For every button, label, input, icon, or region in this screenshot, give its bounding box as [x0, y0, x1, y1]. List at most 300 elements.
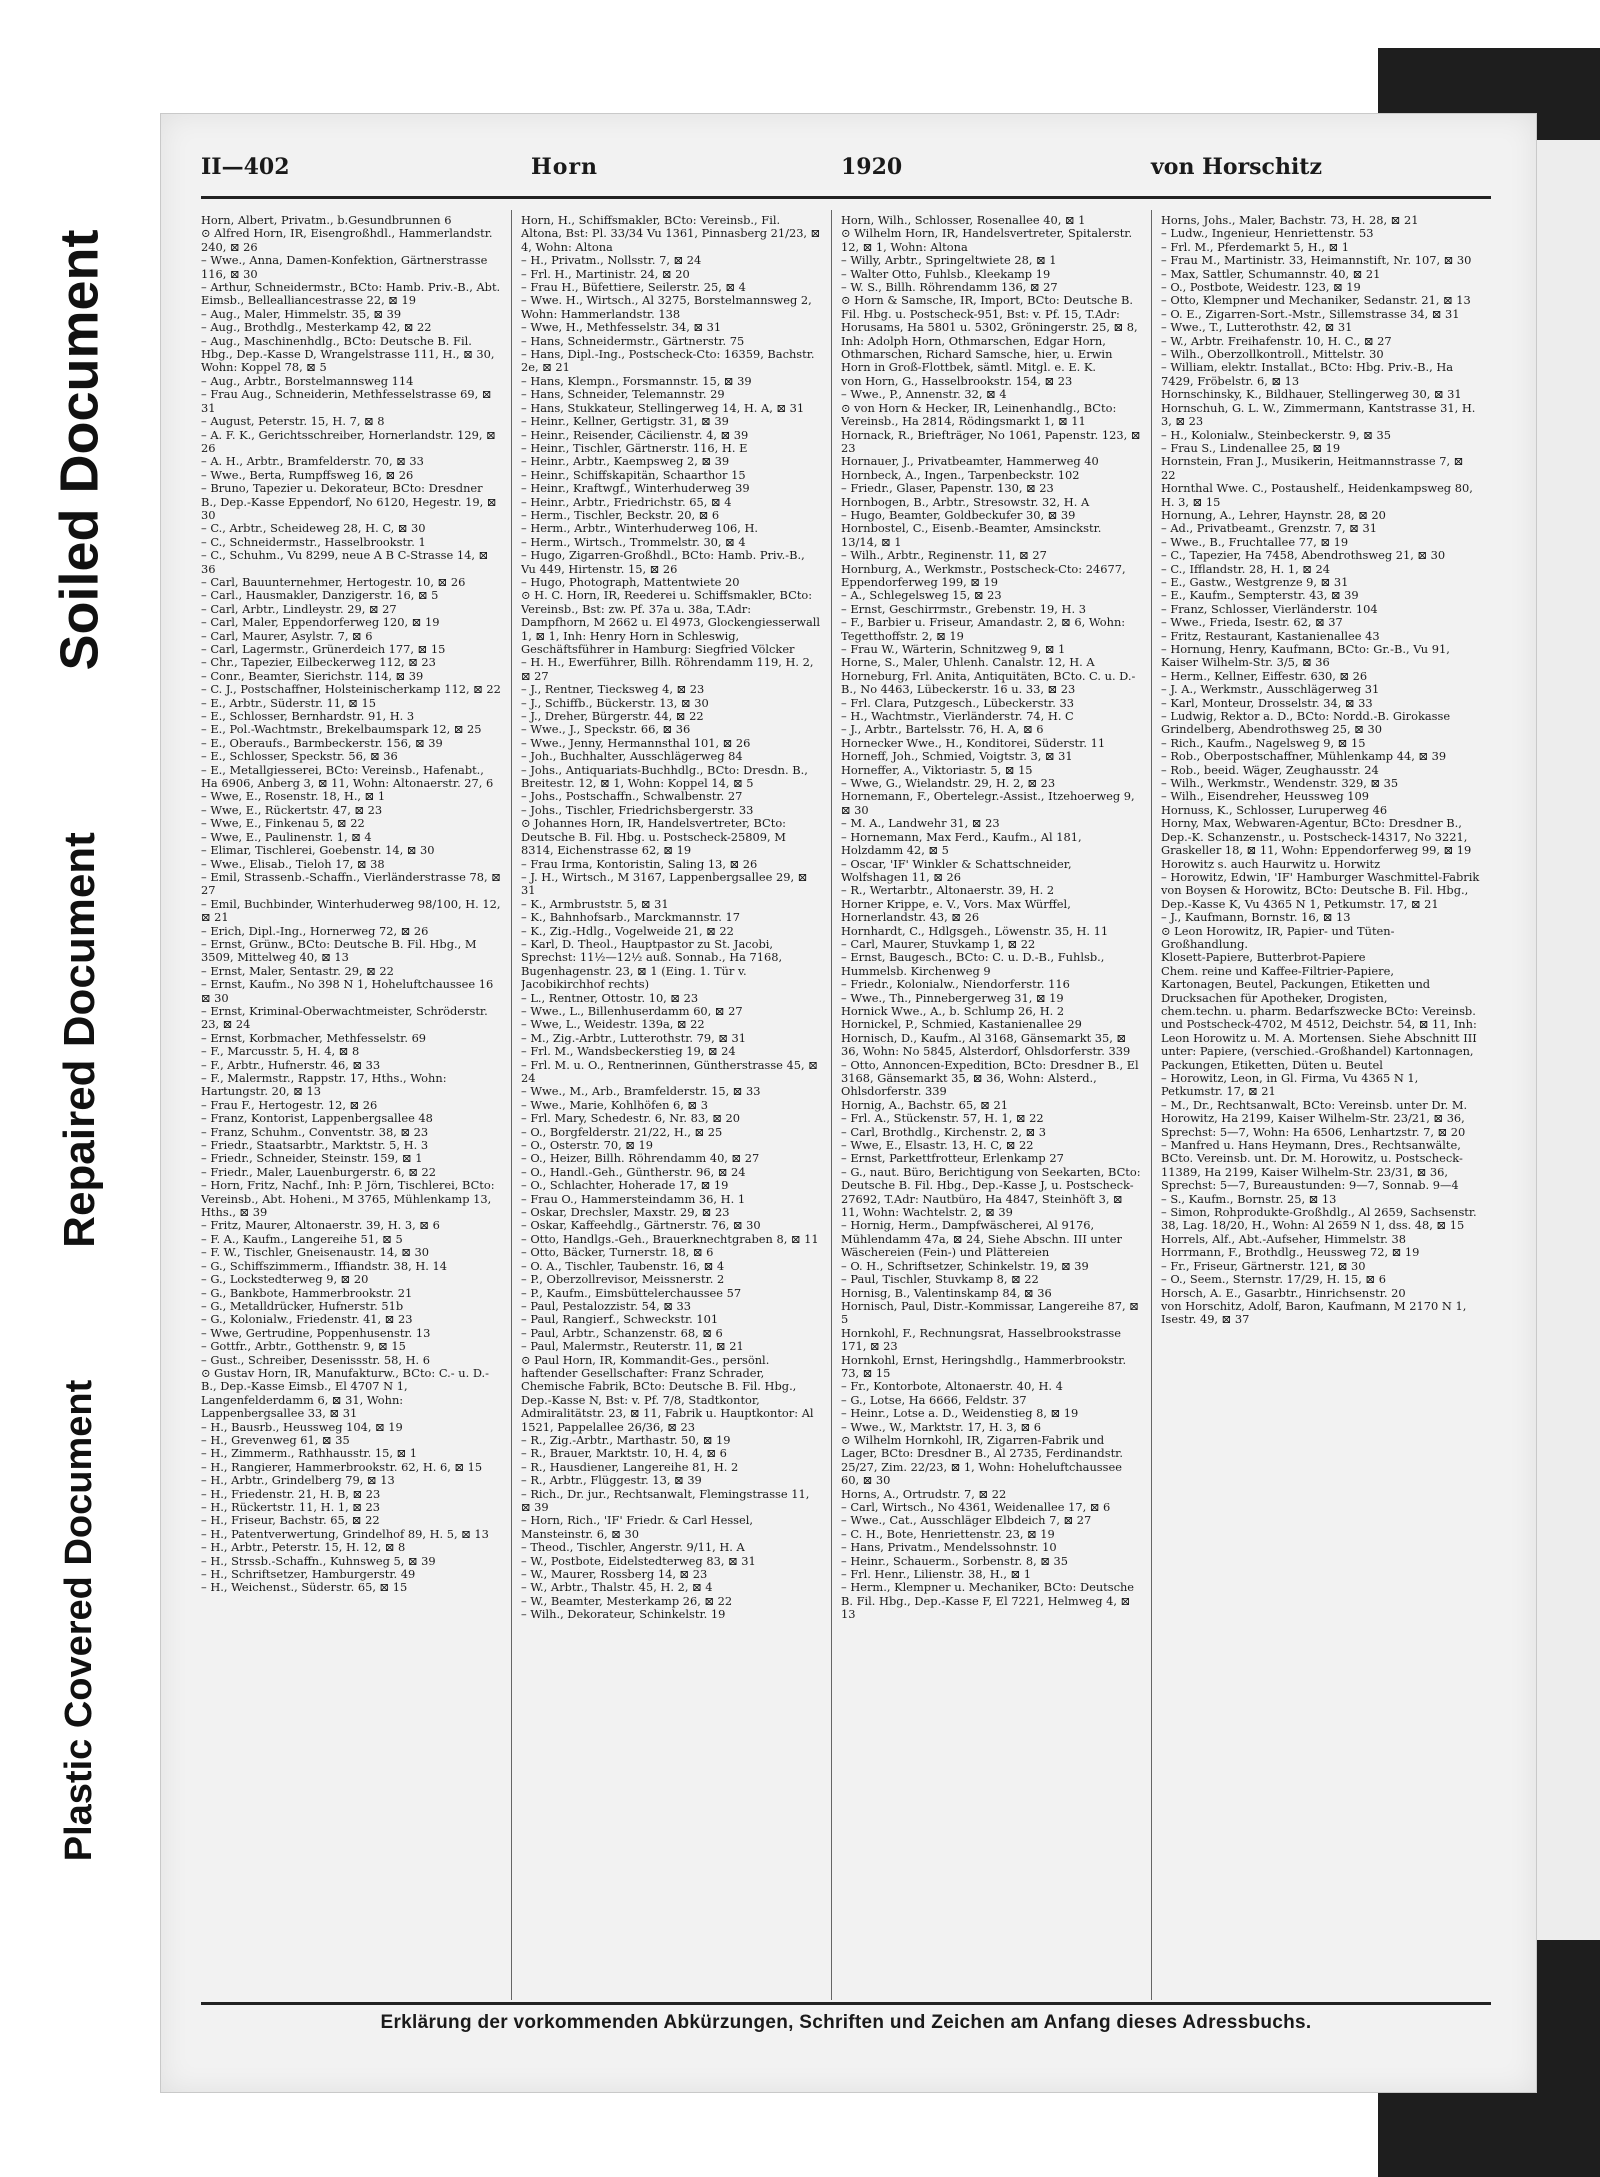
directory-entry: – F., Malermstr., Rappstr. 17, Hths., Wohn: Hartungstr. 20, ⊠ 13: [201, 1071, 447, 1099]
directory-entry: – F. A., Kaufm., Langereihe 51, ⊠ 5: [201, 1231, 403, 1246]
directory-entry: – W., Postbote, Eidelstedterweg 83, ⊠ 31: [521, 1553, 756, 1568]
directory-entry: – C., Arbtr., Scheideweg 28, H. C, ⊠ 30: [201, 521, 426, 536]
directory-entry: – Frl. Henr., Lilienstr. 38, H., ⊠ 1: [841, 1567, 1031, 1582]
directory-entry: – Gust., Schreiber, Desenissstr. 58, H. 6: [201, 1352, 430, 1367]
directory-entry: – M., Dr., Rechtsanwalt, BCto: Vereinsb. unter Dr. M. Horowitz, Ha 2199, Kaiser Wilhelm-Str. 23/21, ⊠ 36, Sprechst: 5—7, Wohn: Ha 6506, Lenhartzstr. 7, ⊠ 20: [1161, 1097, 1468, 1139]
directory-entry: – Rob., beeid. Wäger, Zeughausstr. 24: [1161, 762, 1379, 777]
directory-entry: – Manfred u. Hans Heymann, Dres., Rechtsanwälte, BCto. Vereinsb. unt. Dr. M. Horowitz, u. Postscheck-11389, Ha 2199, Kaiser Wilhelm-Str. 23/31, ⊠ 36, Sprechst: 5—7, Bureaustunden: 9—7, Sonnab. 9—4: [1161, 1138, 1463, 1193]
directory-entry: – E., Gastw., Westgrenze 9, ⊠ 31: [1161, 574, 1349, 589]
directory-entry: – Frau Irma, Kontoristin, Saling 13, ⊠ 26: [521, 856, 758, 871]
directory-entry: – Carl, Brothdlg., Kirchenstr. 2, ⊠ 3: [841, 1124, 1046, 1139]
directory-entry: – Otto, Handlgs.-Geh., Brauerknechtgraben 8, ⊠ 11: [521, 1231, 819, 1246]
directory-entry: ⊙ H. C. Horn, IR, Reederei u. Schiffsmakler, BCto: Vereinsb., Bst: zw. Pf. 37a u. 38a, T.Adr: Dampfhorn, M 2662 u. El 4973, Glockengiesserwall 1, ⊠ 1, Inh: Henry Horn in Schleswig, Geschäftsführer in Hamburg: Siegfried Völcker: [521, 588, 821, 656]
directory-entry: Hornick Wwe., A., b. Schlump 26, H. 2: [841, 1003, 1065, 1018]
directory-entry: – Rich., Dr. jur., Rechtsanwalt, Flemingstrasse 11, ⊠ 39: [521, 1486, 810, 1514]
header-to-word: von Horschitz: [1151, 154, 1322, 180]
directory-entry: – O., Borgfelderstr. 21/22, H., ⊠ 25: [521, 1124, 723, 1139]
directory-entry: – R., Brauer, Marktstr. 10, H. 4, ⊠ 6: [521, 1446, 727, 1461]
directory-entry: – Fritz, Restaurant, Kastanienallee 43: [1161, 628, 1380, 643]
directory-entry: – G., Bankbote, Hammerbrookstr. 21: [201, 1285, 413, 1300]
directory-entry: – Wwe., Elisab., Tieloh 17, ⊠ 38: [201, 856, 385, 871]
directory-entry: – H., Arbtr., Grindelberg 79, ⊠ 13: [201, 1473, 395, 1488]
scanned-directory-page: [160, 113, 1537, 2093]
directory-entry: – Carl, Lagermstr., Grünerdeich 177, ⊠ 15: [201, 642, 446, 656]
directory-entry: Horrmann, F., Brothdlg., Heussweg 72, ⊠ 19: [1161, 1245, 1420, 1260]
directory-entry: – Wwe., M., Arb., Bramfelderstr. 15, ⊠ 33: [521, 1084, 761, 1099]
directory-entry: – Wwe, E., Paulinenstr. 1, ⊠ 4: [201, 829, 372, 844]
directory-entry: – O. A., Tischler, Taubenstr. 16, ⊠ 4: [521, 1258, 725, 1273]
directory-entry: – Bruno, Tapezier u. Dekorateur, BCto: Dresdner B., Dep.-Kasse Eppendorf, No 6120, Hegestr. 19, ⊠ 30: [201, 481, 497, 522]
directory-entry: – August, Peterstr. 15, H. 7, ⊠ 8: [201, 414, 385, 429]
directory-entry: – Frl. A., Stückenstr. 57, H. 1, ⊠ 22: [841, 1111, 1044, 1126]
soiled-document-label: Soiled Document: [50, 229, 111, 671]
column-divider: [831, 210, 832, 2000]
directory-entry: – Heinr., Arbtr., Friedrichstr. 65, ⊠ 4: [521, 494, 732, 509]
directory-entry: Horne, S., Maler, Uhlenh. Canalstr. 12, H. A: [841, 655, 1095, 670]
directory-entry: – Hugo, Photograph, Mattentwiete 20: [521, 574, 740, 589]
directory-entry: – Heinr., Tischler, Gärtnerstr. 116, H. E: [521, 440, 748, 455]
directory-entry: Hornstein, Fran J., Musikerin, Heitmannstrasse 7, ⊠ 22: [1161, 454, 1464, 482]
directory-entry: – Max, Sattler, Schumannstr. 40, ⊠ 21: [1161, 266, 1381, 281]
directory-entry: – P., Kaufm., Eimsbüttelerchaussee 57: [521, 1285, 742, 1300]
directory-entry: – Franz, Schuhm., Conventstr. 38, ⊠ 23: [201, 1124, 429, 1139]
directory-entry: Horner Krippe, e. V., Vors. Max Würffel, Hornerlandstr. 43, ⊠ 26: [841, 896, 1071, 925]
directory-entry: – K., Armbruststr. 5, ⊠ 31: [521, 896, 669, 911]
directory-entry: – R., Zig.-Arbtr., Marthastr. 50, ⊠ 19: [521, 1432, 731, 1447]
directory-entry: Horneffer, A., Viktoriastr. 5, ⊠ 15: [841, 762, 1033, 777]
directory-entry: – Paul, Pestalozzistr. 54, ⊠ 33: [521, 1298, 691, 1313]
directory-entry: Horrels, Alf., Abt.-Aufseher, Himmelstr. 38: [1161, 1231, 1407, 1246]
directory-entry: – H., Weichenst., Süderstr. 65, ⊠ 15: [201, 1580, 408, 1595]
directory-entry: – C., Tapezier, Ha 7458, Abendrothsweg 21, ⊠ 30: [1161, 548, 1446, 563]
directory-entry: – Wilh., Eisendreher, Heussweg 109: [1161, 789, 1370, 804]
directory-entry: – G., Lockstedterweg 9, ⊠ 20: [201, 1272, 369, 1287]
directory-entry: – Wilh., Oberzollkontroll., Mittelstr. 30: [1161, 347, 1384, 362]
directory-entry: – Otto, Annoncen-Expedition, BCto: Dresdner B., El 3168, Gänsemarkt 35, ⊠ 36, Wohn: Alsterd., Ohlsdorferstr. 339: [841, 1057, 1139, 1099]
directory-entry: – Hans, Klempn., Forsmannstr. 15, ⊠ 39: [521, 373, 752, 388]
directory-entry: Horn, H., Schiffsmakler, BCto: Vereinsb., Fil. Altona, Bst: Pl. 33/34 Vu 1361, Pinnasberg 21/23, ⊠ 4, Wohn: Altona: [521, 214, 821, 254]
directory-entry: Klosett-Papiere, Butterbrot-Papiere: [1161, 950, 1366, 965]
directory-entry: Hornauer, J., Privatbeamter, Hammerweg 40: [841, 454, 1099, 469]
directory-entry: – Wwe, E., Finkenau 5, ⊠ 22: [201, 816, 365, 831]
directory-entry: – W., Maurer, Rossberg 14, ⊠ 23: [521, 1567, 708, 1582]
directory-entry: – Wwe., P., Annenstr. 32, ⊠ 4: [841, 387, 1007, 402]
directory-entry: – Oskar, Kaffeehdlg., Gärtnerstr. 76, ⊠ 30: [521, 1218, 761, 1233]
directory-entry: von Horschitz, Adolf, Baron, Kaufmann, M 2170 N 1, Isestr. 49, ⊠ 37: [1161, 1298, 1467, 1327]
directory-entry: – Heinr., Kellner, Gertigstr. 31, ⊠ 39: [521, 414, 729, 429]
directory-entry: – Heinr., Kraftwgf., Winterhuderweg 39: [521, 481, 750, 496]
directory-entry: – Wilh., Arbtr., Reginenstr. 11, ⊠ 27: [841, 548, 1047, 563]
directory-entry: – Wwe, H., Methfesselstr. 34, ⊠ 31: [521, 320, 722, 335]
directory-entry: – F., Marcusstr. 5, H. 4, ⊠ 8: [201, 1044, 360, 1059]
directory-entry: Hornkohl, F., Rechnungsrat, Hasselbrookstrasse 171, ⊠ 23: [841, 1325, 1122, 1354]
directory-entry: – Walter Otto, Fuhlsb., Kleekamp 19: [841, 266, 1051, 281]
directory-entry: Hornuss, K., Schlosser, Luruperweg 46: [1161, 802, 1388, 817]
directory-entry: Horn, Albert, Privatm., b.Gesundbrunnen 6: [201, 214, 452, 227]
directory-entry: Horneff, Joh., Schmied, Voigtstr. 3, ⊠ 31: [841, 749, 1073, 764]
directory-entry: – W., Arbtr. Freihafenstr. 10, H. C., ⊠ 27: [1161, 333, 1392, 348]
directory-entry: – Ernst, Korbmacher, Methfesselstr. 69: [201, 1030, 427, 1045]
directory-entry: – Hans, Stukkateur, Stellingerweg 14, H. A, ⊠ 31: [521, 400, 805, 415]
directory-entry: Horneburg, Frl. Anita, Antiquitäten, BCto. C. u. D.-B., No 4463, Lübeckerstr. 16 u. 33, ⊠ 23: [841, 668, 1136, 697]
directory-entry: – M. A., Landwehr 31, ⊠ 23: [841, 816, 1000, 831]
directory-entry: – O., Postbote, Weidestr. 123, ⊠ 19: [1161, 280, 1361, 295]
directory-entry: – Friedr., Glaser, Papenstr. 130, ⊠ 23: [841, 481, 1054, 496]
directory-entry: – H., Zimmerm., Rathhausstr. 15, ⊠ 1: [201, 1446, 417, 1461]
directory-entry: – Carl, Bauunternehmer, Hertogestr. 10, ⊠ 26: [201, 574, 466, 589]
directory-entry: ⊙ von Horn & Hecker, IR, Leinenhandlg., BCto: Vereinsb., Ha 2814, Rödingsmarkt 1, ⊠ 11: [841, 400, 1117, 429]
directory-entry: – Elimar, Tischlerei, Goebenstr. 14, ⊠ 30: [201, 843, 435, 858]
directory-entry: – Frl. H., Martinistr. 24, ⊠ 20: [521, 266, 690, 281]
directory-entry: – H., Rangierer, Hammerbrookstr. 62, H. 6, ⊠ 15: [201, 1459, 483, 1474]
directory-entry: – O., Heizer, Billh. Röhrendamm 40, ⊠ 27: [521, 1151, 760, 1166]
directory-entry: – Joh., Buchhalter, Ausschlägerweg 84: [521, 749, 743, 764]
directory-entry: – Karl, Monteur, Drosselstr. 34, ⊠ 33: [1161, 695, 1373, 710]
directory-entry: Hornbostel, C., Eisenb.-Beamter, Amsinckstr. 13/14, ⊠ 1: [841, 521, 1102, 549]
directory-entry: – H., Patentverwertung, Grindelhof 89, H. 5, ⊠ 13: [201, 1526, 489, 1541]
directory-entry: – G., Lotse, Ha 6666, Feldstr. 37: [841, 1392, 1027, 1407]
directory-entry: Hornack, R., Briefträger, No 1061, Papenstr. 123, ⊠ 23: [841, 427, 1141, 455]
directory-entry: Horns, Johs., Maler, Bachstr. 73, H. 28, ⊠ 21: [1161, 214, 1419, 227]
directory-column-3: [841, 214, 1141, 1994]
directory-entry: – Wilh., Werkmstr., Wendenstr. 329, ⊠ 35: [1161, 776, 1399, 791]
directory-entry: Hornbogen, B., Arbtr., Stresowstr. 32, H. A: [841, 494, 1090, 509]
directory-entry: – O., Schlachter, Hoherade 17, ⊠ 19: [521, 1178, 729, 1193]
directory-entry: – Horowitz, Edwin, 'IF' Hamburger Waschmittel-Fabrik von Boysen & Horowitz, BCto: Deutsche B. Fil. Hbg., Dep.-Kasse K, Vu 4365 N 1, Petkumstr. 17, ⊠ 21: [1161, 869, 1480, 911]
directory-entry: – Frau M., Martinistr. 33, Heimannstift, Nr. 107, ⊠ 30: [1161, 253, 1472, 268]
directory-entry: – Heinr., Lotse a. D., Weidenstieg 8, ⊠ 19: [841, 1406, 1079, 1421]
directory-entry: – Herm., Klempner u. Mechaniker, BCto: Deutsche B. Fil. Hbg., Dep.-Kasse F, El 7221, Helmweg 4, ⊠ 13: [841, 1580, 1135, 1622]
directory-entry: – Hans, Schneidermstr., Gärtnerstr. 75: [521, 333, 745, 348]
directory-entry: – Horowitz, Leon, in Gl. Firma, Vu 4365 N 1, Petkumstr. 17, ⊠ 21: [1161, 1071, 1419, 1099]
directory-entry: – Wwe., Cat., Ausschläger Elbdeich 7, ⊠ 27: [841, 1513, 1092, 1528]
directory-entry: – M., Zig.-Arbtr., Lutterothstr. 79, ⊠ 31: [521, 1030, 747, 1045]
directory-entry: – H., Rückertstr. 11, H. 1, ⊠ 23: [201, 1500, 380, 1514]
directory-entry: – C., Schneidermstr., Hasselbrookstr. 1: [201, 534, 426, 549]
directory-entry: – Franz, Schlosser, Vierländerstr. 104: [1161, 601, 1378, 616]
directory-entry: Hornickel, P., Schmied, Kastanienallee 29: [841, 1017, 1082, 1032]
directory-entry: – Carl, Maurer, Asylstr. 7, ⊠ 6: [201, 628, 373, 643]
directory-entry: – L., Rentner, Ottostr. 10, ⊠ 23: [521, 990, 699, 1005]
directory-entry: – Aug., Arbtr., Borstelmannsweg 114: [201, 373, 414, 388]
directory-entry: ⊙ Horn & Samsche, IR, Import, BCto: Deutsche B. Fil. Hbg. u. Postscheck-951, Bst: v. Pf. 15, T.Adr: Horusams, Ha 5801 u. 5302, Gröningerstr. 25, ⊠ 8, Inh: Adolph Horn, Othmarschen, Edgar Horn, Othmarschen, Richard Samsche, hier, u. Erwin Horn in Groß-Flottbek, sämtl. Mitgl. e. E. K.: [841, 293, 1138, 375]
directory-entry: ⊙ Gustav Horn, IR, Manufakturw., BCto: C.- u. D.-B., Dep.-Kasse Eimsb., El 4707 N 1, Langenfelderdamm 6, ⊠ 31, Wohn: Lappenbergsallee 33, ⊠ 31: [201, 1365, 490, 1421]
directory-entry: – S., Kaufm., Bornstr. 25, ⊠ 13: [1161, 1191, 1337, 1206]
directory-entry: – Hornemann, Max Ferd., Kaufm., Al 181, Holzdamm 42, ⊠ 5: [841, 829, 1082, 858]
directory-entry: – H., Bausrb., Heussweg 104, ⊠ 19: [201, 1419, 403, 1434]
directory-entry: – Simon, Rohprodukte-Großhdlg., Al 2659, Sachsenstr. 38, Lag. 18/20, H., Wohn: Al 2659 N 1, dss. 48, ⊠ 15: [1161, 1205, 1477, 1233]
directory-entry: – Wwe., B., Fruchtallee 77, ⊠ 19: [1161, 534, 1349, 549]
directory-entry: – J., Arbtr., Bartelsstr. 76, H. A, ⊠ 6: [841, 722, 1044, 737]
directory-entry: – Horn, Rich., 'IF' Friedr. & Carl Hessel, Mansteinstr. 6, ⊠ 30: [521, 1513, 754, 1541]
directory-entry: – C. H., Bote, Henriettenstr. 23, ⊠ 19: [841, 1526, 1055, 1541]
footer-rule: [201, 2002, 1491, 2005]
directory-entry: – Ludw., Ingenieur, Henriettenstr. 53: [1161, 226, 1374, 241]
directory-entry: ⊙ Johannes Horn, IR, Handelsvertreter, BCto: Deutsche B. Fil. Hbg. u. Postscheck-25809, M 8314, Eichenstrasse 62, ⊠ 19: [521, 816, 787, 858]
directory-entry: – Hans, Dipl.-Ing., Postscheck-Cto: 16359, Bachstr. 2e, ⊠ 21: [521, 347, 815, 375]
directory-entry: – F., Barbier u. Friseur, Amandastr. 2, ⊠ 6, Wohn: Tegetthoffstr. 2, ⊠ 19: [841, 615, 1126, 643]
directory-entry: – Hornig, Herm., Dampfwäscherei, Al 9176, Mühlendamm 47a, ⊠ 24, Siehe Abschn. III unter Wäschereien (Fein-) und Plättereien: [841, 1218, 1122, 1260]
directory-entry: – Paul, Malermstr., Reuterstr. 11, ⊠ 21: [521, 1339, 744, 1354]
directory-entry: – E., Schlosser, Bernhardstr. 91, H. 3: [201, 709, 415, 724]
directory-entry: – Aug., Maler, Himmelstr. 35, ⊠ 39: [201, 306, 402, 321]
directory-entry: – Rich., Kaufm., Nagelsweg 9, ⊠ 15: [1161, 735, 1366, 750]
directory-entry: – Friedr., Staatsarbtr., Marktstr. 5, H. 3: [201, 1138, 429, 1153]
directory-entry: – C., Schuhm., Vu 8299, neue A B C-Strasse 14, ⊠ 36: [201, 548, 489, 576]
directory-entry: – G., Kolonialw., Friedenstr. 41, ⊠ 23: [201, 1312, 413, 1327]
directory-entry: – Frl. Clara, Putzgesch., Lübeckerstr. 33: [841, 695, 1074, 710]
directory-entry: – J. A., Werkmstr., Ausschlägerweg 31: [1161, 682, 1380, 697]
directory-entry: ⊙ Wilhelm Horn, IR, Handelsvertreter, Spitalerstr. 12, ⊠ 1, Wohn: Altona: [841, 226, 1133, 254]
directory-entry: – Aug., Maschinenhdlg., BCto: Deutsche B. Fil. Hbg., Dep.-Kasse D, Wrangelstrasse 111, H., ⊠ 30, Wohn: Koppel 78, ⊠ 5: [201, 333, 495, 375]
directory-entry: – Ernst, Kaufm., No 398 N 1, Hoheluftchaussee 16 ⊠ 30: [201, 977, 494, 1005]
directory-entry: – Heinr., Schauerm., Sorbenstr. 8, ⊠ 35: [841, 1553, 1068, 1568]
repaired-document-label: Repaired Document: [55, 832, 105, 1248]
directory-entry: – E., Oberaufs., Barmbeckerstr. 156, ⊠ 39: [201, 735, 443, 750]
directory-entry: – H., Schriftsetzer, Hamburgerstr. 49: [201, 1567, 416, 1582]
directory-entry: Horn, Wilh., Schlosser, Rosenallee 40, ⊠ 1: [841, 214, 1086, 227]
directory-entry: – Otto, Klempner und Mechaniker, Sedanstr. 21, ⊠ 13: [1161, 293, 1471, 308]
directory-entry: – Wwe., L., Billenhuserdamm 60, ⊠ 27: [521, 1003, 743, 1018]
directory-entry: – Theod., Tischler, Angerstr. 9/11, H. A: [521, 1540, 745, 1555]
directory-entry: – H., Kolonialw., Steinbeckerstr. 9, ⊠ 35: [1161, 427, 1391, 442]
directory-entry: – W., Beamter, Mesterkamp 26, ⊠ 22: [521, 1593, 733, 1608]
directory-entry: – Johs., Tischler, Friedrichsbergerstr. 33: [521, 802, 754, 817]
directory-entry: – Oscar, 'IF' Winkler & Schattschneider, Wolfshagen 11, ⊠ 26: [841, 856, 1072, 884]
directory-entry: – Ludwig, Rektor a. D., BCto: Nordd.-B. Girokasse Grindelberg, Abendrothsweg 25, ⊠ 30: [1161, 709, 1451, 737]
directory-entry: Chem. reine und Kaffee-Filtrier-Papiere,: [1161, 963, 1394, 978]
header-year: 1920: [841, 154, 903, 180]
directory-entry: – Frau Aug., Schneiderin, Methfesselstrasse 69, ⊠ 31: [201, 387, 492, 415]
directory-entry: – Friedr., Schneider, Steinstr. 159, ⊠ 1: [201, 1151, 423, 1166]
directory-entry: – Erich, Dipl.-Ing., Hornerweg 72, ⊠ 26: [201, 923, 429, 938]
directory-entry: Hornburg, A., Werkmstr., Postscheck-Cto: 24677, Eppendorferweg 199, ⊠ 19: [841, 561, 1126, 589]
directory-entry: – Wwe., W., Marktstr. 17, H. 3, ⊠ 6: [841, 1419, 1042, 1434]
directory-entry: Hornschuh, G. L. W., Zimmermann, Kantstrasse 31, H. 3, ⊠ 23: [1161, 400, 1476, 429]
directory-entry: – R., Arbtr., Flüggestr. 13, ⊠ 39: [521, 1473, 702, 1488]
directory-entry: – Heinr., Reisender, Cäcilienstr. 4, ⊠ 39: [521, 427, 749, 442]
directory-entry: – E., Kaufm., Sempterstr. 43, ⊠ 39: [1161, 588, 1359, 603]
directory-entry: – H., Arbtr., Peterstr. 15, H. 12, ⊠ 8: [201, 1540, 406, 1555]
directory-entry: – A. H., Arbtr., Bramfelderstr. 70, ⊠ 33: [201, 454, 424, 469]
directory-entry: – Ernst, Geschirrmstr., Grebenstr. 19, H. 3: [841, 601, 1086, 616]
directory-entry: ⊙ Wilhelm Hornkohl, IR, Zigarren-Fabrik und Lager, BCto: Dresdner B., Al 2735, Ferdinandstr. 25/27, Zim. 22/23, ⊠ 1, Wohn: Hoheluftchaussee 60, ⊠ 30: [841, 1432, 1123, 1488]
directory-entry: – H., Grevenweg 61, ⊠ 35: [201, 1432, 350, 1447]
directory-entry: – Frl. Mary, Schedestr. 6, Nr. 83, ⊠ 20: [521, 1111, 741, 1126]
directory-entry: – F., Arbtr., Hufnerstr. 46, ⊠ 33: [201, 1057, 381, 1072]
directory-entry: – Fr., Friseur, Gärtnerstr. 121, ⊠ 30: [1161, 1258, 1366, 1273]
directory-entry: Horsch, A. E., Gasarbtr., Hinrichsenstr. 20: [1161, 1285, 1406, 1300]
directory-entry: – Wwe, Gertrudine, Poppenhusenstr. 13: [201, 1325, 431, 1340]
directory-entry: – Karl, D. Theol., Hauptpastor zu St. Jacobi, Sprechst: 11½—12½ auß. Sonnab., Ha 7168, Bugenhagenstr. 23, ⊠ 1 (Eing. 1. Tür v. Jacobikirchhof rechts): [521, 936, 783, 992]
directory-entry: – E., Schlosser, Speckstr. 56, ⊠ 36: [201, 749, 398, 764]
directory-entry: – Wwe., Marie, Kohlhöfen 6, ⊠ 3: [521, 1097, 708, 1112]
directory-entry: – Wwe., Berta, Rumpffsweg 16, ⊠ 26: [201, 467, 414, 482]
directory-column-1: [201, 214, 501, 1994]
directory-entry: – Emil, Strassenb.-Schaffn., Vierländerstrasse 78, ⊠ 27: [201, 869, 501, 898]
directory-entry: – Ernst, Maler, Sentastr. 29, ⊠ 22: [201, 963, 394, 978]
directory-entry: – Wwe, E., Rückertstr. 47, ⊠ 23: [201, 802, 383, 817]
directory-entry: – A., Schlegelsweg 15, ⊠ 23: [841, 588, 1002, 603]
directory-entry: – Ad., Privatbeamt., Grenzstr. 7, ⊠ 31: [1161, 521, 1377, 536]
directory-entry: – G., naut. Büro, Berichtigung von Seekarten, BCto: Deutsche B. Fil. Hbg., Dep.-Kasse J, u. Postscheck-27692, T.Adr: Nautbüro, Ha 4847, Steinhöft 3, ⊠ 11, Wohn: Wachtelstr. 2, ⊠ 39: [841, 1164, 1141, 1220]
directory-entry: – Herm., Kellner, Eiffestr. 630, ⊠ 26: [1161, 668, 1368, 683]
directory-entry: – Fritz, Maurer, Altonaerstr. 39, H. 3, ⊠ 6: [201, 1218, 440, 1233]
directory-entry: – Johs., Antiquariats-Buchhdlg., BCto: Dresdn. B., Breitestr. 12, ⊠ 1, Wohn: Koppel 14, ⊠ 5: [521, 762, 808, 791]
directory-entry: – Wwe., Jenny, Hermannsthal 101, ⊠ 26: [521, 735, 751, 750]
directory-entry: – Franz, Kontorist, Lappenbergsallee 48: [201, 1111, 433, 1126]
column-divider: [1151, 210, 1152, 2000]
directory-entry: – Herm., Arbtr., Winterhuderweg 106, H.: [521, 521, 759, 536]
directory-entry: – Heinr., Arbtr., Kaempsweg 2, ⊠ 39: [521, 454, 730, 469]
directory-entry: Hornung, A., Lehrer, Haynstr. 28, ⊠ 20: [1161, 507, 1386, 522]
directory-entry: – Herm., Wirtsch., Trommelstr. 30, ⊠ 4: [521, 534, 746, 549]
directory-entry: – A. F. K., Gerichtsschreiber, Hornerlandstr. 129, ⊠ 26: [201, 427, 496, 455]
directory-entry: – Frau H., Büfettiere, Seilerstr. 25, ⊠ 4: [521, 280, 746, 295]
directory-entry: – Horn, Fritz, Nachf., Inh: P. Jörn, Tischlerei, BCto: Vereinsb., Abt. Hoheni., M 3765, Mühlenkamp 13, Hths., ⊠ 39: [201, 1178, 495, 1220]
directory-entry: – Conr., Beamter, Sierichstr. 114, ⊠ 39: [201, 668, 424, 683]
directory-entry: Horowitz s. auch Haurwitz u. Horwitz: [1161, 856, 1381, 871]
directory-entry: – C., Ifflandstr. 28, H. 1, ⊠ 24: [1161, 561, 1331, 576]
directory-entry: – Wilh., Dekorateur, Schinkelstr. 19: [521, 1607, 726, 1622]
directory-entry: – Wwe. H., Wirtsch., Al 3275, Borstelmannsweg 2, Wohn: Hammerlandstr. 138: [521, 293, 812, 321]
directory-entry: – Ernst, Parkettfrotteur, Erlenkamp 27: [841, 1151, 1064, 1166]
directory-entry: Hornhardt, C., Hdlgsgeh., Löwenstr. 35, H. 11: [841, 923, 1109, 938]
directory-entry: – W. S., Billh. Röhrendamm 136, ⊠ 27: [841, 280, 1058, 295]
directory-entry: – Frl. M., Pferdemarkt 5, H., ⊠ 1: [1161, 239, 1350, 254]
directory-entry: – H., Friseur, Bachstr. 65, ⊠ 22: [201, 1513, 380, 1528]
directory-entry: – Ernst, Kriminal-Oberwachtmeister, Schröderstr. 23, ⊠ 24: [201, 1003, 488, 1032]
directory-entry: – E., Pol.-Wachtmstr., Brekelbaumspark 12, ⊠ 25: [201, 722, 482, 737]
directory-entry: – Emil, Buchbinder, Winterhuderweg 98/100, H. 12, ⊠ 21: [201, 896, 501, 925]
directory-entry: – Carl, Maler, Eppendorferweg 120, ⊠ 19: [201, 615, 440, 630]
directory-entry: Hornkohl, Ernst, Heringshdlg., Hammerbrookstr. 73, ⊠ 15: [841, 1352, 1127, 1380]
directory-entry: – J., Kaufmann, Bornstr. 16, ⊠ 13: [1161, 910, 1351, 925]
directory-entry: – Paul, Tischler, Stuvkamp 8, ⊠ 22: [841, 1272, 1039, 1287]
directory-entry: – G., Metalldrücker, Hufnerstr. 51b: [201, 1298, 404, 1313]
directory-entry: – G., Schiffszimmerm., Iffiandstr. 38, H. 14: [201, 1258, 447, 1273]
directory-entry: – J. H., Wirtsch., M 3167, Lappenbergsallee 29, ⊠ 31: [521, 869, 808, 898]
directory-entry: – Paul, Arbtr., Schanzenstr. 68, ⊠ 6: [521, 1325, 723, 1340]
directory-entry: – Wwe., Anna, Damen-Konfektion, Gärtnerstrasse 116, ⊠ 30: [201, 253, 488, 281]
directory-entry: – Hans, Privatm., Mendelssohnstr. 10: [841, 1540, 1057, 1555]
directory-entry: – Wwe, G., Wielandstr. 29, H. 2, ⊠ 23: [841, 776, 1056, 791]
directory-entry: – Chr., Tapezier, Eilbeckerweg 112, ⊠ 23: [201, 655, 436, 670]
directory-entry: – Willy, Arbtr., Springeltwiete 28, ⊠ 1: [841, 253, 1057, 268]
directory-entry: – H., Privatm., Nollsstr. 7, ⊠ 24: [521, 253, 702, 268]
directory-entry: – J., Rentner, Tiecksweg 4, ⊠ 23: [521, 682, 705, 697]
directory-entry: – Hugo, Beamter, Goldbeckufer 30, ⊠ 39: [841, 507, 1076, 522]
directory-entry: – Wwe., J., Speckstr. 66, ⊠ 36: [521, 722, 691, 737]
column-divider: [511, 210, 512, 2000]
directory-entry: – K., Bahnhofsarb., Marckmannstr. 17: [521, 910, 740, 925]
directory-entry: – Rob., Oberpostschaffner, Mühlenkamp 44, ⊠ 39: [1161, 749, 1447, 764]
directory-entry: – W., Arbtr., Thalstr. 45, H. 2, ⊠ 4: [521, 1580, 713, 1595]
directory-entry: – Wwe., Th., Pinnebergerweg 31, ⊠ 19: [841, 990, 1064, 1005]
directory-entry: – E., Arbtr., Süderstr. 11, ⊠ 15: [201, 695, 376, 710]
directory-entry: chem.techn. u. pharm. Bedarfszwecke BCto: Vereinsb. und Postscheck-4702, M 4512, Deichstr. 54, ⊠ 11, Inh: Leon Horowitz u. M. A. Mortensen. Siehe Abschnitt III unter: Papiere, (verschied.-Großhandel) Kartonnagen, Packungen, Etiketten, Düten u. Beutel: [1161, 1003, 1477, 1072]
directory-entry: – R., Hausdiener, Langereihe 81, H. 2: [521, 1459, 739, 1474]
directory-entry: – Oskar, Drechsler, Maxstr. 29, ⊠ 23: [521, 1205, 730, 1220]
directory-entry: – J., Schiffb., Bückerstr. 13, ⊠ 30: [521, 695, 709, 710]
directory-entry: – H., Wachtmstr., Vierländerstr. 74, H. C: [841, 709, 1074, 724]
directory-entry: Kartonagen, Beutel, Packungen, Etiketten und Drucksachen für Apotheker, Drogisten,: [1161, 977, 1431, 1005]
directory-entry: – Frau S., Lindenallee 25, ⊠ 19: [1161, 440, 1341, 455]
directory-entry: – Herm., Tischler, Beckstr. 20, ⊠ 6: [521, 507, 720, 522]
directory-entry: – Fr., Kontorbote, Altonaerstr. 40, H. 4: [841, 1379, 1063, 1394]
directory-entry: – Hans, Schneider, Telemannstr. 29: [521, 387, 725, 402]
directory-entry: – Ernst, Baugesch., BCto: C. u. D.-B., Fuhlsb., Hummelsb. Kirchenweg 9: [841, 950, 1105, 978]
directory-entry: – Friedr., Maler, Lauenburgerstr. 6, ⊠ 22: [201, 1164, 436, 1179]
directory-entry: – H., Strssb.-Schaffn., Kuhnsweg 5, ⊠ 39: [201, 1553, 436, 1568]
directory-entry: – Carl, Maurer, Stuvkamp 1, ⊠ 22: [841, 936, 1036, 951]
page-number: II—402: [201, 154, 290, 180]
directory-entry: – O., Handl.-Geh., Güntherstr. 96, ⊠ 24: [521, 1164, 746, 1179]
header-from-word: Horn: [531, 154, 599, 180]
directory-entry: Hornthal Wwe. C., Postaushelf., Heidenkampsweg 80, H. 3, ⊠ 15: [1161, 481, 1473, 509]
directory-entry: – Frl. M., Wandsbeckerstieg 19, ⊠ 24: [521, 1044, 736, 1059]
directory-entry: – Carl., Hausmakler, Danzigerstr. 16, ⊠ 5: [201, 588, 439, 603]
directory-entry: von Horn, G., Hasselbrookstr. 154, ⊠ 23: [841, 373, 1073, 388]
directory-entry: – Wwe, E., Elsastr. 13, H. C, ⊠ 22: [841, 1138, 1034, 1153]
directory-entry: – O., Osterstr. 70, ⊠ 19: [521, 1138, 654, 1153]
directory-entry: – Carl, Arbtr., Lindleystr. 29, ⊠ 27: [201, 601, 397, 616]
directory-entry: – Frl. M. u. O., Rentnerinnen, Güntherstrasse 45, ⊠ 24: [521, 1057, 818, 1085]
directory-entry: – O. H., Schriftsetzer, Schinkelstr. 19, ⊠ 39: [841, 1258, 1089, 1273]
directory-entry: – Wwe., Frieda, Isestr. 62, ⊠ 37: [1161, 615, 1343, 630]
directory-entry: Hornisch, Paul, Distr.-Kommissar, Langereihe 87, ⊠ 5: [841, 1298, 1139, 1327]
directory-entry: Hornisch, D., Kaufm., Al 3168, Gänsemarkt 35, ⊠ 36, Wohn: No 5845, Alsterdorf, Ohlsdorferstr. 339: [841, 1030, 1131, 1059]
directory-entry: – Ernst, Grünw., BCto: Deutsche B. Fil. Hbg., M 3509, Mittelweg 40, ⊠ 13: [201, 936, 477, 965]
directory-entry: – K., Zig.-Hdlg., Vogelweide 21, ⊠ 22: [521, 923, 734, 938]
directory-entry: – Frau W., Wärterin, Schnitzweg 9, ⊠ 1: [841, 642, 1066, 656]
directory-entry: Hornschinsky, K., Bildhauer, Stellingerweg 30, ⊠ 31: [1161, 387, 1462, 402]
directory-column-2: [521, 214, 821, 1994]
directory-entry: – Hornung, Henry, Kaufmann, BCto: Gr.-B., Vu 91, Kaiser Wilhelm-Str. 3/5, ⊠ 36: [1161, 642, 1450, 670]
directory-entry: – J., Dreher, Bürgerstr. 44, ⊠ 22: [521, 709, 704, 724]
directory-entry: ⊙ Alfred Horn, IR, Eisengroßhdl., Hammerlandstr. 240, ⊠ 26: [201, 226, 493, 254]
directory-entry: Hornisg, B., Valentinskamp 84, ⊠ 36: [841, 1285, 1052, 1300]
directory-entry: – Otto, Bäcker, Turnerstr. 18, ⊠ 6: [521, 1245, 714, 1260]
plastic-covered-document-label: Plastic Covered Document: [58, 1379, 101, 1861]
directory-entry: – William, elektr. Installat., BCto: Hbg. Priv.-B., Ha 7429, Fröbelstr. 6, ⊠ 13: [1161, 360, 1454, 388]
directory-entry: – Friedr., Kolonialw., Niendorferstr. 116: [841, 977, 1070, 992]
directory-entry: – H., Friedenstr. 21, H. B, ⊠ 23: [201, 1486, 381, 1501]
directory-entry: – P., Oberzollrevisor, Meissnerstr. 2: [521, 1272, 725, 1287]
directory-entry: ⊙ Paul Horn, IR, Kommandit-Ges., persönl. haftender Gesellschafter: Franz Schrader, Chemische Fabrik, BCto: Deutsche B. Fil. Hbg., Dep.-Kasse N, Bst: v. Pf. 7/8, Stadtkontor, Admiralitätstr. 23, ⊠ 11, Fabrik u. Hauptkontor: Al 1521, Pappelallee 26/36, ⊠ 23: [521, 1352, 814, 1434]
directory-entry: – O. E., Zigarren-Sort.-Mstr., Sillemstrasse 34, ⊠ 31: [1161, 306, 1460, 321]
directory-entry: – C. J., Postschaffner, Holsteinischerkamp 112, ⊠ 22: [201, 682, 501, 697]
directory-entry: – Wwe, L., Weidestr. 139a, ⊠ 22: [521, 1017, 705, 1032]
directory-entry: – Carl, Wirtsch., No 4361, Weidenallee 17, ⊠ 6: [841, 1500, 1111, 1514]
directory-entry: Horns, A., Ortrudstr. 7, ⊠ 22: [841, 1486, 1007, 1501]
directory-entry: – F. W., Tischler, Gneisenaustr. 14, ⊠ 30: [201, 1245, 430, 1260]
abbreviations-note: Erklärung der vorkommenden Abkürzungen, Schriften und Zeichen am Anfang dieses Adressbuchs.: [380, 2012, 1312, 2033]
directory-entry: – R., Wertarbtr., Altonaerstr. 39, H. 2: [841, 883, 1055, 898]
directory-entry: – Aug., Brothdlg., Mesterkamp 42, ⊠ 22: [201, 320, 432, 335]
directory-entry: – Johs., Postschaffn., Schwalbenstr. 27: [521, 789, 743, 804]
directory-column-4: [1161, 214, 1481, 1994]
directory-entry: – Arthur, Schneidermstr., BCto: Hamb. Priv.-B., Abt. Eimsb., Bellealliancestrasse 22, ⊠ 19: [201, 280, 501, 308]
directory-entry: – O., Seem., Sternstr. 17/29, H. 15, ⊠ 6: [1161, 1272, 1386, 1287]
directory-entry: – Paul, Rangierf., Schweckstr. 101: [521, 1312, 719, 1327]
directory-entry: Hornecker Wwe., H., Konditorei, Süderstr. 11: [841, 735, 1106, 750]
directory-entry: – Wwe., T., Lutterothstr. 42, ⊠ 31: [1161, 320, 1353, 335]
directory-entry: ⊙ Leon Horowitz, IR, Papier- und Tüten-Großhandlung.: [1161, 923, 1395, 951]
directory-entry: – Hugo, Zigarren-Großhdl., BCto: Hamb. Priv.-B., Vu 449, Hirtenstr. 15, ⊠ 26: [521, 548, 805, 576]
directory-entry: Hornig, A., Bachstr. 65, ⊠ 21: [841, 1097, 1008, 1112]
header-rule: [201, 196, 1491, 199]
